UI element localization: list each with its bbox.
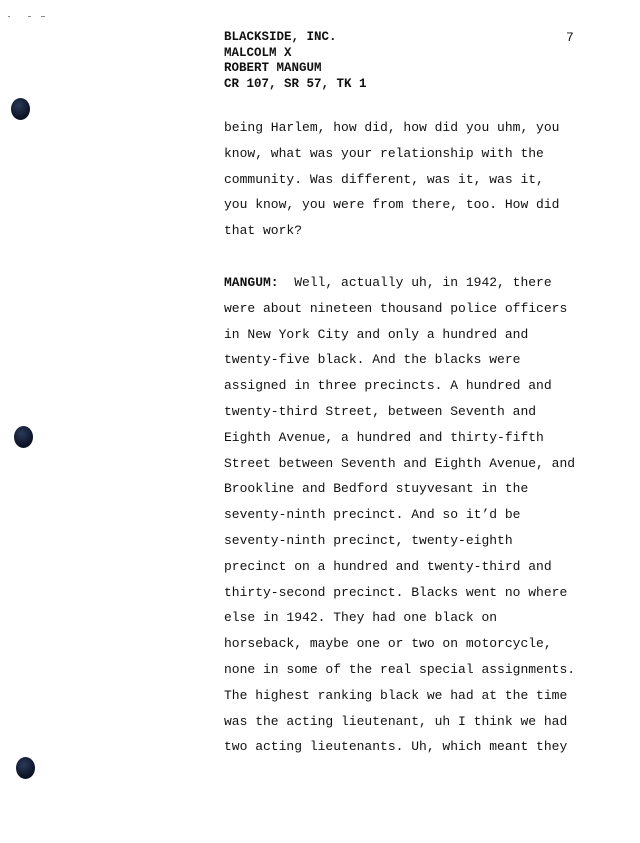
answer-line: twenty-third Street, between Seventh and [224,403,537,419]
answer-line: Eighth Avenue, a hundred and thirty-fifth [224,429,544,445]
answer-line: seventy-ninth precinct. And so it’d be [224,507,521,523]
answer-line: in New York City and only a hundred and [224,326,529,342]
question-line: that work? [224,223,303,239]
answer-line: Brookline and Bedford stuyvesant in the [224,481,529,497]
answer-line: none in some of the real special assignments. [224,661,576,677]
speaker-label: MANGUM: [224,275,279,290]
binder-hole-bottom [16,757,35,779]
answer-line: thirty-second precinct. Blacks went no where [224,584,568,600]
answer-line: Street between Seventh and Eighth Avenue, and [224,455,576,471]
header-company: BLACKSIDE, INC. [224,30,337,44]
answer-line: seventy-ninth precinct, twenty-eighth [224,532,513,548]
question-paragraph [224,121,604,250]
answer-line: were about nineteen thousand police officers [224,300,568,316]
header-program: MALCOLM X [224,45,292,60]
answer-line: two acting lieutenants. Uh, which meant they [224,739,568,755]
question-line: you know, you were from there, too. How did [224,197,560,213]
answer-line: The highest ranking black we had at the time [224,687,568,703]
page-number: 7 [566,30,574,45]
answer-line: horseback, maybe one or two on motorcycle, [224,636,552,652]
question-line: know, what was your relationship with the [224,145,544,161]
answer-line: precinct on a hundred and twenty-third and [224,558,552,574]
header-reel-info: CR 107, SR 57, TK 1 [224,76,367,91]
header-interviewee: ROBERT MANGUM [224,61,322,75]
binder-hole-middle [14,426,33,448]
answer-line: twenty-five black. And the blacks were [224,352,521,368]
answer-paragraph [224,276,604,766]
answer-line: was the acting lieutenant, uh I think we had [224,713,568,729]
answer-line-start: Well, actually uh, in 1942, there [278,275,552,290]
question-line: being Harlem, how did, how did you uhm, you [224,120,560,135]
answer-first-line [224,276,604,302]
document-header [224,30,367,92]
answer-line: assigned in three precincts. A hundred and [224,378,552,394]
binder-hole-top [11,98,30,120]
answer-line: else in 1942. They had one black on [224,610,498,626]
scan-speck [8,16,10,17]
scan-speck [41,16,45,17]
question-line: community. Was different, was it, was it, [224,171,544,187]
scan-speck [28,16,31,17]
